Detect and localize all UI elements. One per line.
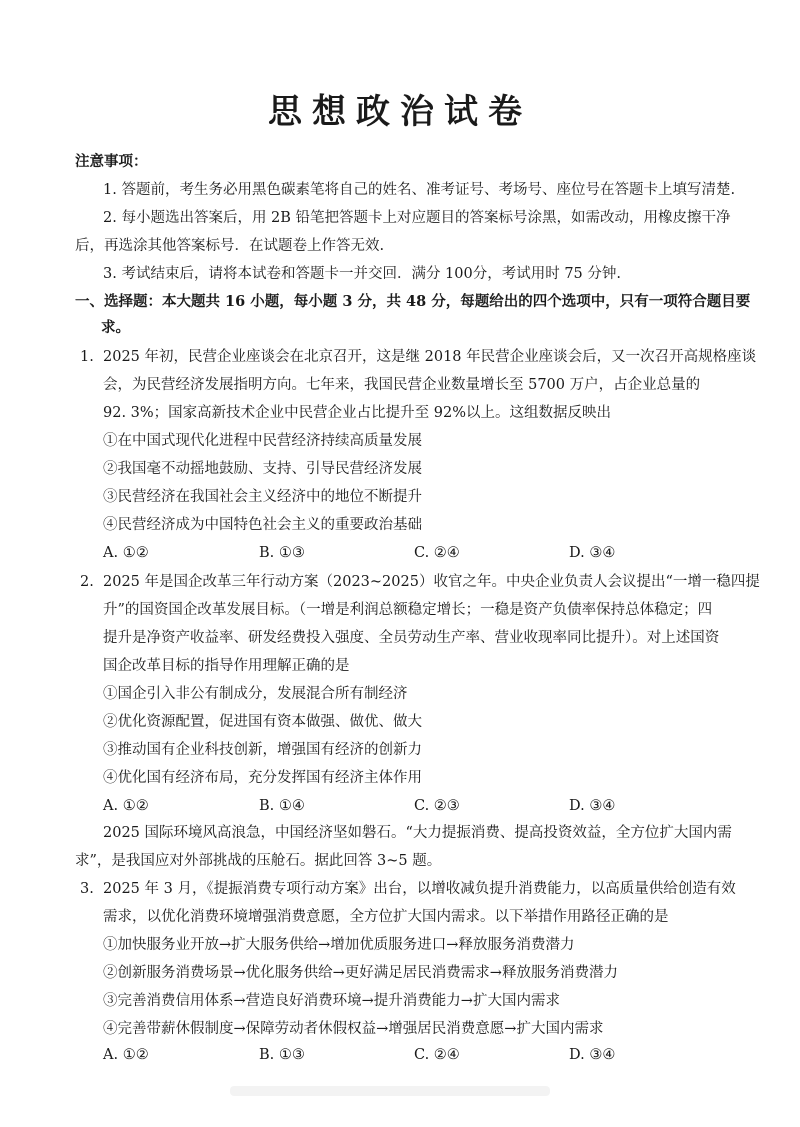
option-b: B. ①③ — [259, 1047, 305, 1063]
option-d: D. ③④ — [569, 1047, 616, 1063]
question-3-statement: ③完善消费信用体系→营造良好消费环境→提升消费能力→扩大国内需求 — [103, 993, 560, 1009]
question-2-statement: ②优化资源配置，促进国有资本做强、做优、做大 — [103, 714, 422, 730]
question-2-statement: ①国企引入非公有制成分，发展混合所有制经济 — [103, 686, 408, 702]
option-c: C. ②④ — [414, 1047, 460, 1063]
question-2-statement: ③推动国有企业科技创新，增强国有经济的创新力 — [103, 742, 422, 758]
option-d: D. ③④ — [569, 798, 616, 814]
option-a: A. ①② — [103, 798, 149, 814]
page-title: 思想政治试卷 — [268, 92, 532, 132]
note-item-3: 3. 考试结束后，请将本试卷和答题卡一并交回．满分 100分，考试用时 75 分钟. — [103, 266, 622, 282]
question-1-stem: 92. 3%；国家高新技术企业中民营企业占比提升至 92%以上。这组数据反映出 — [103, 405, 612, 421]
question-3-stem: 需求，以优化消费环境增强消费意愿，全方位扩大国内需求。以下举措作用路径正确的是 — [103, 909, 669, 925]
option-b: B. ①④ — [259, 798, 305, 814]
option-b: B. ①③ — [259, 545, 305, 561]
option-a: A. ①② — [103, 545, 149, 561]
question-2-stem: 2025 年是国企改革三年行动方案（2023~2025）收官之年。中央企业负责人会议提出“一增一稳四提 — [103, 574, 760, 590]
question-3-statement: ①加快服务业开放→扩大服务供给→增加优质服务进口→释放服务消费潜力 — [103, 937, 575, 953]
question-3-stem: 2025 年 3 月，《提振消费专项行动方案》出台，以增收减负提升消费能力，以高质量供给创造有效 — [103, 881, 736, 897]
question-1-statement: ③民营经济在我国社会主义经济中的地位不断提升 — [103, 489, 422, 505]
option-a: A. ①② — [103, 1047, 149, 1063]
section-heading-cont: 求。 — [101, 319, 130, 336]
question-3-statement: ②创新服务消费场景→优化服务供给→更好满足居民消费需求→释放服务消费潜力 — [103, 965, 618, 981]
question-3-statement: ④完善带薪休假制度→保障劳动者休假权益→增强居民消费意愿→扩大国内需求 — [103, 1021, 604, 1037]
faded-footer-mark — [230, 1086, 550, 1096]
question-1-statement: ④民营经济成为中国特色社会主义的重要政治基础 — [103, 517, 422, 533]
note-item-2: 2. 每小题选出答案后，用 2B 铅笔把答题卡上对应题目的答案标号涂黑，如需改动，用橡皮擦干净 — [103, 210, 731, 226]
option-c: C. ②③ — [414, 798, 460, 814]
question-1-statement: ①在中国式现代化进程中民营经济持续高质量发展 — [103, 433, 422, 449]
question-number: 1. — [80, 349, 94, 365]
question-2-stem: 国企改革目标的指导作用理解正确的是 — [103, 658, 350, 674]
question-number: 2. — [80, 574, 94, 590]
note-item-2-cont: 后，再选涂其他答案标号．在试题卷上作答无效. — [75, 238, 385, 254]
section-heading: 一、选择题：本大题共 16 小题，每小题 3 分，共 48 分，每题给出的四个选项中，只有一项符合题目要 — [75, 293, 751, 310]
notes-heading: 注意事项： — [75, 153, 148, 170]
note-item-1: 1. 答题前，考生务必用黑色碳素笔将自己的姓名、准考证号、考场号、座位号在答题卡上填写清楚. — [103, 182, 736, 198]
question-1-stem: 会，为民营经济发展指明方向。七年来，我国民营企业数量增长至 5700 万户，占企业总量的 — [103, 377, 701, 393]
material-text: 求”，是我国应对外部挑战的压舱石。据此回答 3~5 题。 — [75, 853, 442, 869]
option-d: D. ③④ — [569, 545, 616, 561]
question-2-stem: 提升是净资产收益率、研发经费投入强度、全员劳动生产率、营业收现率同比提升）。对上述国资 — [103, 630, 720, 646]
question-2-stem: 升”的国资国企改革发展目标。（一增是利润总额稳定增长；一稳是资产负债率保持总体稳定；四 — [103, 602, 713, 618]
option-c: C. ②④ — [414, 545, 460, 561]
question-1-stem: 2025 年初，民营企业座谈会在北京召开，这是继 2018 年民营企业座谈会后，又一次召开高规格座谈 — [103, 349, 757, 365]
question-2-statement: ④优化国有经济布局，充分发挥国有经济主体作用 — [103, 770, 422, 786]
material-text: 2025 国际环境风高浪急，中国经济坚如磐石。“大力提振消费、提高投资效益，全方位扩大国内需 — [103, 825, 732, 841]
question-number: 3. — [80, 881, 94, 897]
question-1-statement: ②我国毫不动摇地鼓励、支持、引导民营经济发展 — [103, 461, 422, 477]
